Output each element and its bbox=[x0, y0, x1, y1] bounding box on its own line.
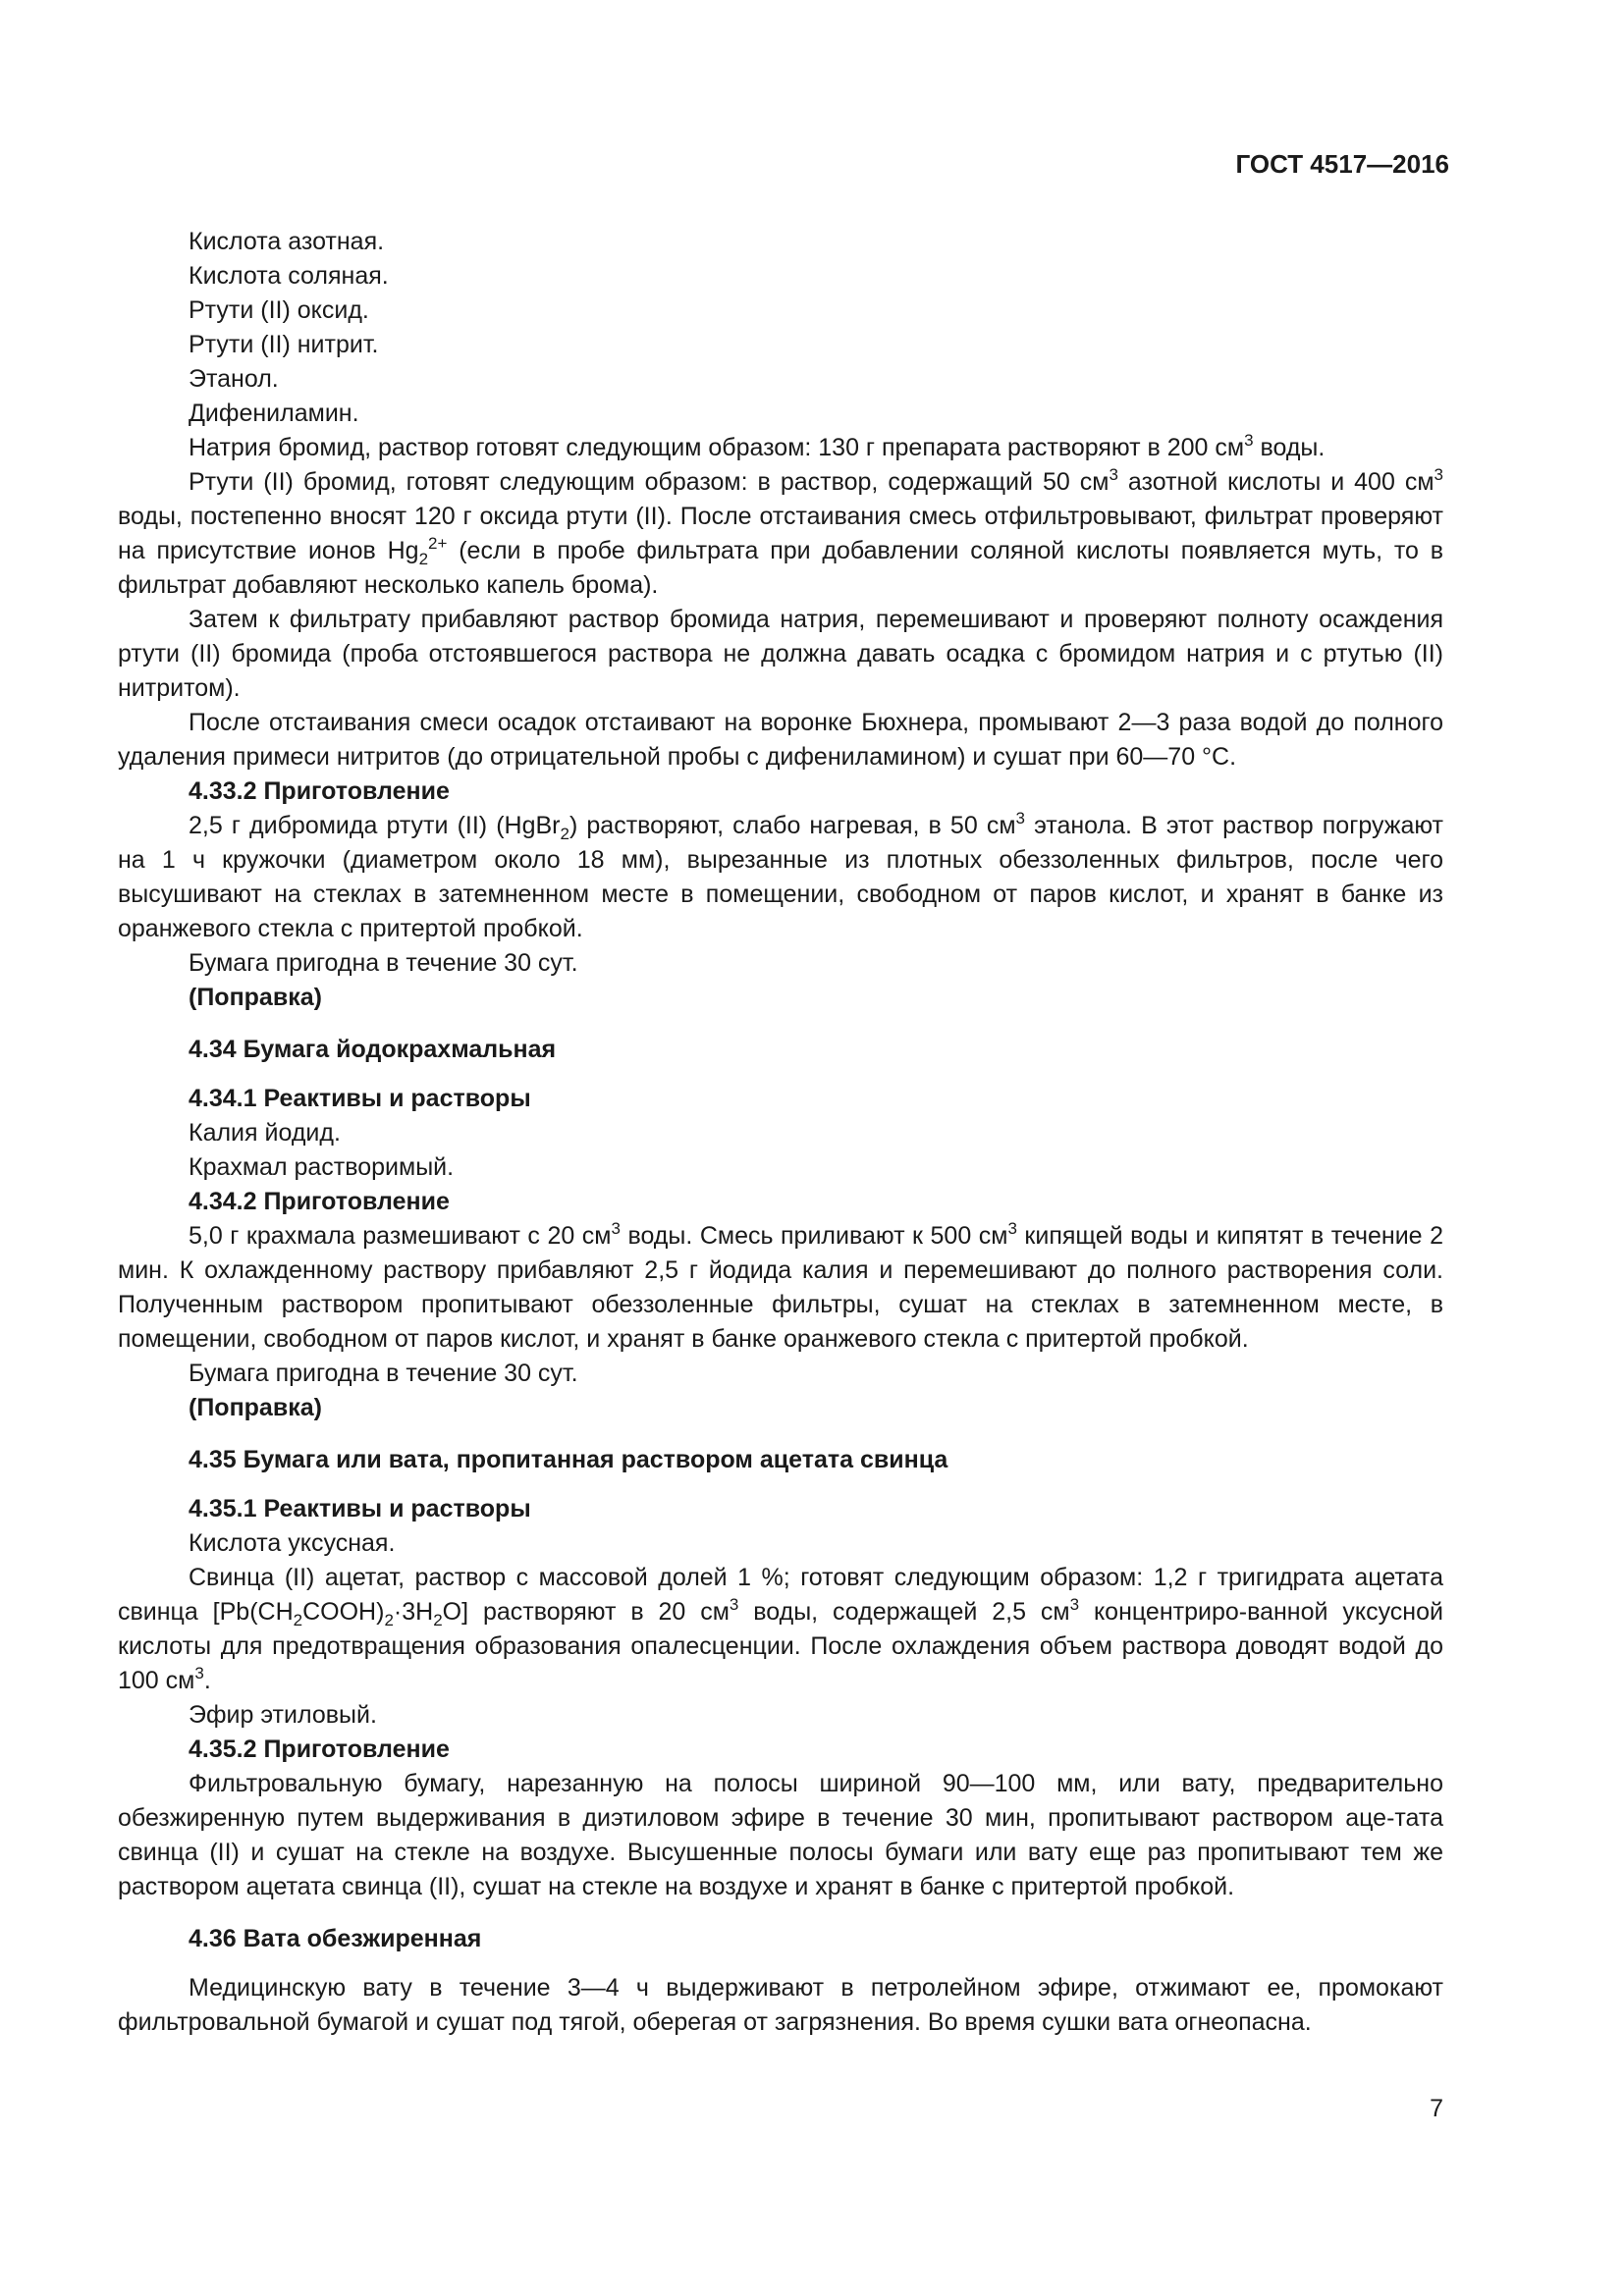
reagent-item: Кислота азотная. bbox=[189, 228, 385, 255]
section-heading-4-36: 4.36 Вата обезжиренная bbox=[189, 1925, 482, 1952]
reagent-item: Эфир этиловый. bbox=[189, 1701, 377, 1729]
page-number: 7 bbox=[1430, 2095, 1443, 2122]
reagent-item: Калия йодид. bbox=[189, 1119, 341, 1147]
standard-designation: ГОСТ 4517—2016 bbox=[1235, 149, 1449, 179]
mercury-bromide-paragraph: Ртути (II) бромид, готовят следующим образом: в раствор, содержащий 50 $см^3$ азотной кислоты и 400 $см^3$ воды, постепенно вносят 120 г оксида ртути (II). После отстаивания смесь отфильтровывают, фильтрат проверяют на присутствие ионов $Hg_2^{2+}$ (если в пробе фильтрата при добавлении соляной кислоты появляется муть, то в фильтрат добавляют несколько капель брома). bbox=[118, 465, 1443, 599]
reagent-item: Крахмал растворимый. bbox=[189, 1153, 455, 1181]
section-heading-4-35-1: 4.35.1 Реактивы и растворы bbox=[189, 1495, 531, 1522]
reagent-item: Кислота соляная. bbox=[189, 262, 389, 290]
section-heading-4-34-2: 4.34.2 Приготовление bbox=[189, 1188, 450, 1215]
amendment-note: (Поправка) bbox=[189, 984, 322, 1011]
validity-text: Бумага пригодна в течение 30 сут. bbox=[189, 1360, 578, 1387]
validity-text: Бумага пригодна в течение 30 сут. bbox=[189, 949, 578, 977]
preparation-paragraph: 2,5 г дибромида ртути (II) (HgBr$_2$) растворяют, слабо нагревая, в 50 $см^3$ этанола. В этот раствор погружают на 1 ч кружочки (диаметром около 18 мм), вырезанные из плотных обеззоленных фильтров, после чего высушивают на стеклах в затемненном месте в помещении, свободном от паров кислот, и хранят в банке из оранжевого стекла с притертой пробкой. bbox=[118, 809, 1444, 942]
sodium-bromide-paragraph: Натрия бромид, раствор готовят следующим образом: 130 г препарата растворяют в 200 $см^3$ воды. bbox=[189, 431, 1326, 461]
filtrate-paragraph: Затем к фильтрату прибавляют раствор бромида натрия, перемешивают и проверяют полноту осаждения ртути (II) бромида (проба отстоявшегося раствора не должна давать осадка с бромидом натрия и с ртутью (II) нитритом). bbox=[118, 606, 1443, 702]
section-heading-4-35-2: 4.35.2 Приготовление bbox=[189, 1735, 450, 1763]
amendment-note: (Поправка) bbox=[189, 1394, 322, 1421]
section-heading-4-34-1: 4.34.1 Реактивы и растворы bbox=[189, 1085, 531, 1112]
preparation-paragraph: 5,0 г крахмала размешивают с 20 $см^3$ воды. Смесь приливают к 500 $см^3$ кипящей воды и кипятят в течение 2 мин. К охлажденному раствору прибавляют 2,5 г йодида калия и перемешивают до полного растворения соли. Полученным раствором пропитывают обеззоленные фильтры, сушат на стеклах в затемненном месте, в помещении, свободном от паров кислот, и хранят в банке оранжевого стекла с притертой пробкой. bbox=[118, 1219, 1443, 1353]
preparation-paragraph: Фильтровальную бумагу, нарезанную на полосы шириной 90—100 мм, или вату, предварительно обезжиренную путем выдерживания в диэтиловом эфире в течение 30 мин, пропитывают раствором аце-тата свинца (II) и сушат на стекле на воздухе. Высушенные полосы бумаги или вату еще раз пропитывают тем же раствором ацетата свинца (II), сушат на стекле на воздухе и хранят в банке с притертой пробкой. bbox=[118, 1770, 1443, 1900]
lead-acetate-paragraph: Свинца (II) ацетат, раствор с массовой долей 1 %; готовят следующим образом: 1,2 г тригидрата ацетата свинца $[Pb(CH_2COOH)_2\cdot 3H_2O]$ растворяют в 20 $см^3$ воды, содержащей 2,5 $см^3$ концентриро-ванной уксусной кислоты для предотвращения образования опалесценции. После охлаждения объем раствора доводят водой до 100 $см^3$. bbox=[118, 1564, 1443, 1694]
reagent-item: Этанол. bbox=[189, 365, 279, 393]
section-heading-4-33-2: 4.33.2 Приготовление bbox=[189, 777, 450, 805]
settling-paragraph: После отстаивания смеси осадок отстаивают на воронке Бюхнера, промывают 2—3 раза водой до полного удаления примеси нитритов (до отрицательной пробы с дифениламином) и сушат при 60—70 °С. bbox=[118, 709, 1443, 771]
reagent-item: Дифениламин. bbox=[189, 400, 359, 427]
page-body bbox=[118, 225, 1443, 2040]
reagent-item: Ртути (II) нитрит. bbox=[189, 331, 379, 358]
cotton-paragraph: Медицинскую вату в течение 3—4 ч выдерживают в петролейном эфире, отжимают ее, промокают фильтровальной бумагой и сушат под тягой, оберегая от загрязнения. Во время сушки вата огнеопасна. bbox=[118, 1974, 1443, 2036]
section-heading-4-35: 4.35 Бумага или вата, пропитанная раствором ацетата свинца bbox=[189, 1446, 948, 1473]
reagent-item: Ртути (II) оксид. bbox=[189, 296, 369, 324]
section-heading-4-34: 4.34 Бумага йодокрахмальная bbox=[189, 1036, 557, 1063]
reagent-item: Кислота уксусная. bbox=[189, 1529, 396, 1557]
